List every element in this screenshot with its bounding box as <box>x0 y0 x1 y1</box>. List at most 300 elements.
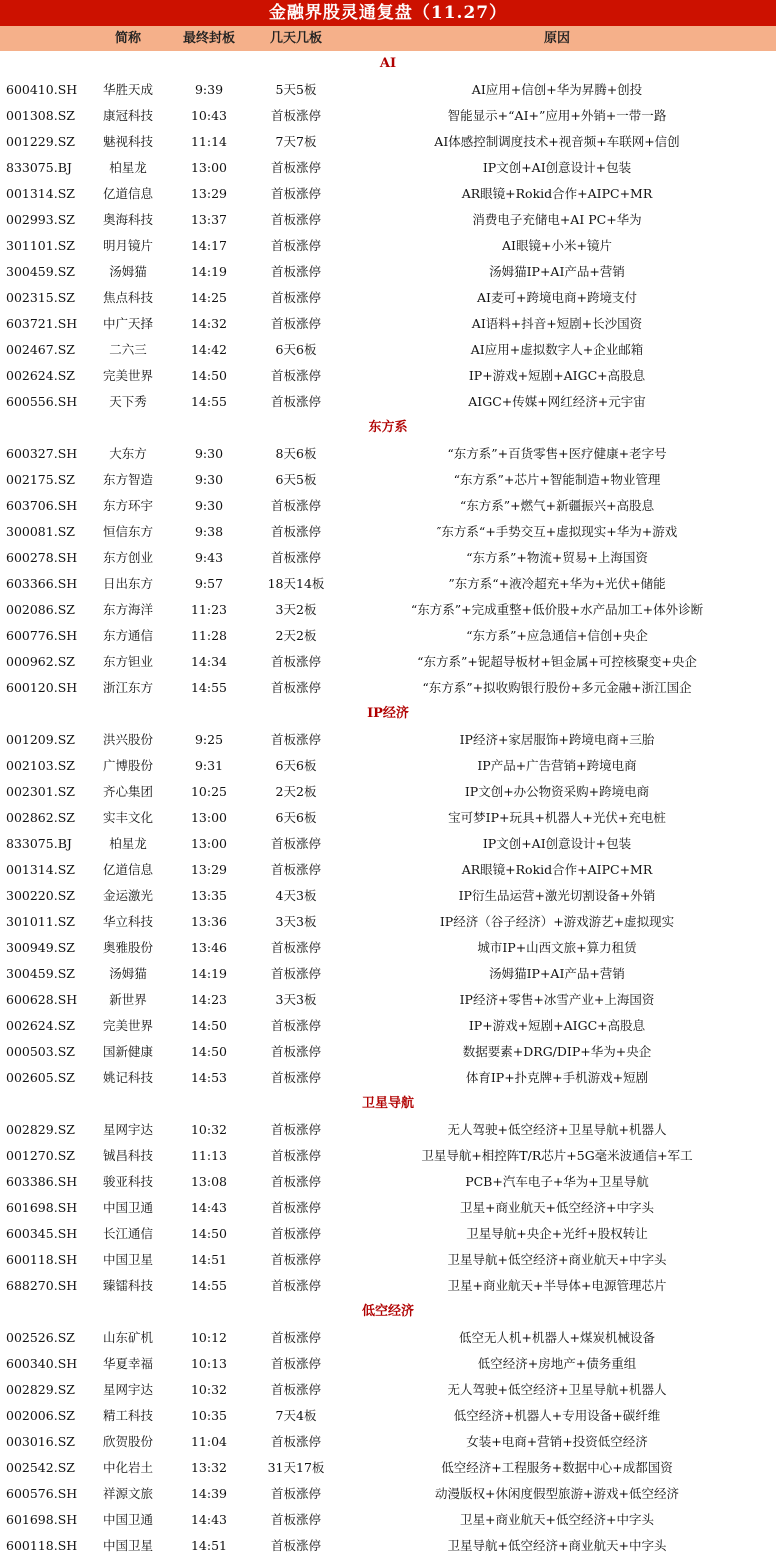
stock-name: 国新健康 <box>102 1044 153 1059</box>
reason: IP产品+广告营销+跨境电商 <box>477 758 637 773</box>
board-count: 首板涨停 <box>270 1538 321 1553</box>
stock-name: 日出东方 <box>102 576 153 591</box>
stock-name: 东方智造 <box>102 472 153 487</box>
table-row <box>0 805 776 831</box>
board-count: 3天3板 <box>275 914 317 929</box>
stock-name: 山东矿机 <box>102 1330 153 1345</box>
reason: ″东方系“+手势交互+虚拟现实+华为+游戏 <box>436 524 678 539</box>
stock-name: 亿道信息 <box>102 862 153 877</box>
reason: IP经济+家居服饰+跨境电商+三胎 <box>459 732 655 747</box>
board-count: 首板涨停 <box>270 966 321 981</box>
reason: 卫星导航+相控阵T/R芯片+5G毫米波通信+军工 <box>421 1148 693 1163</box>
table-row <box>0 337 776 363</box>
stock-code: 002467.SZ <box>6 342 75 357</box>
board-count: 首板涨停 <box>270 732 321 747</box>
stock-code: 600327.SH <box>6 446 78 461</box>
reason: “东方系”+完成重整+低价股+水产品加工+体外诊断 <box>410 602 704 617</box>
stock-name: 精工科技 <box>102 1408 153 1423</box>
reason: AI体感控制调度技术+视音频+车联网+信创 <box>434 134 680 149</box>
header-limit-time: 最终封板 <box>182 31 235 46</box>
board-count: 7天4板 <box>275 1408 317 1423</box>
stock-name: 实丰文化 <box>102 810 153 825</box>
board-count: 首板涨停 <box>270 212 321 227</box>
stock-code: 002103.SZ <box>6 758 75 773</box>
limit-time: 11:04 <box>190 1434 228 1449</box>
reason: IP文创+AI创意设计+包装 <box>482 160 632 175</box>
limit-time: 13:29 <box>190 862 228 877</box>
stock-name: 明月镜片 <box>102 238 153 253</box>
stock-name: 东方环宇 <box>102 498 153 513</box>
header-name: 简称 <box>114 31 141 46</box>
table-row <box>0 1169 776 1195</box>
table-row <box>0 285 776 311</box>
reason: “东方系”+燃气+新疆振兴+高股息 <box>459 498 655 513</box>
table-row <box>0 1481 776 1507</box>
reason: 低空经济+机器人+专用设备+碳纤维 <box>453 1408 661 1423</box>
reason: 卫星导航+低空经济+商业航天+中字头 <box>447 1252 667 1267</box>
limit-time: 14:34 <box>190 654 228 669</box>
stock-code: 600278.SH <box>6 550 78 565</box>
stock-name: 广博股份 <box>102 758 153 773</box>
board-count: 首板涨停 <box>270 1070 321 1085</box>
reason: IP文创+AI创意设计+包装 <box>482 836 632 851</box>
limit-time: 9:43 <box>194 550 224 565</box>
reason: AR眼镜+Rokid合作+AIPC+MR <box>461 186 653 201</box>
reason: 城市IP+山西文旅+算力租赁 <box>477 940 637 955</box>
board-count: 6天5板 <box>275 472 317 487</box>
stock-name: 汤姆猫 <box>109 966 147 981</box>
section-header: IP经济 <box>367 706 409 721</box>
board-count: 4天3板 <box>275 888 317 903</box>
reason: AI应用+信创+华为昇腾+创投 <box>471 82 643 97</box>
stock-name: 中化岩土 <box>102 1460 153 1475</box>
section-header: 卫星导航 <box>361 1096 414 1111</box>
stock-code: 002175.SZ <box>6 472 75 487</box>
limit-time: 9:30 <box>194 446 224 461</box>
board-count: 6天6板 <box>275 810 317 825</box>
reason: AI麦可+跨境电商+跨境支付 <box>477 290 637 305</box>
stock-code: 688270.SH <box>6 1278 78 1293</box>
stock-name: 完美世界 <box>102 1018 153 1033</box>
stock-code: 002993.SZ <box>6 212 75 227</box>
limit-time: 13:32 <box>190 1460 228 1475</box>
table-row <box>0 181 776 207</box>
board-count: 首板涨停 <box>270 1512 321 1527</box>
limit-time: 14:25 <box>190 290 228 305</box>
table-row <box>0 545 776 571</box>
stock-code: 001209.SZ <box>6 732 75 747</box>
stock-name: 奥海科技 <box>102 212 153 227</box>
table-row <box>0 1013 776 1039</box>
stock-name: 东方海洋 <box>102 602 153 617</box>
stock-code: 300459.SZ <box>6 966 75 981</box>
stock-name: 二六三 <box>109 342 147 357</box>
stock-code: 600628.SH <box>6 992 78 1007</box>
stock-name: 康冠科技 <box>102 108 153 123</box>
board-count: 6天6板 <box>275 342 317 357</box>
reason: “东方系”+百货零售+医疗健康+老字号 <box>447 446 667 461</box>
reason: 卫星+商业航天+低空经济+中字头 <box>460 1512 654 1527</box>
limit-time: 13:00 <box>190 836 228 851</box>
board-count: 首板涨停 <box>270 1356 321 1371</box>
board-count: 首板涨停 <box>270 394 321 409</box>
stock-name: 奥雅股份 <box>102 940 153 955</box>
table-row <box>0 831 776 857</box>
board-count: 首板涨停 <box>270 1018 321 1033</box>
limit-time: 13:29 <box>190 186 228 201</box>
limit-time: 14:39 <box>190 1486 228 1501</box>
board-count: 首板涨停 <box>270 1486 321 1501</box>
limit-time: 10:43 <box>190 108 228 123</box>
limit-time: 9:57 <box>194 576 224 591</box>
limit-time: 9:30 <box>194 498 224 513</box>
stock-code: 002624.SZ <box>6 368 75 383</box>
reason: 卫星导航+央企+光纤+股权转让 <box>466 1226 648 1241</box>
stock-name: 星网宇达 <box>102 1382 153 1397</box>
table-row <box>0 363 776 389</box>
stock-name: 柏星龙 <box>109 160 147 175</box>
board-count: 首板涨停 <box>270 1252 321 1267</box>
stock-name: 东方钽业 <box>102 654 153 669</box>
reason: PCB+汽车电子+华为+卫星导航 <box>465 1174 649 1189</box>
table-row <box>0 259 776 285</box>
table-row <box>0 493 776 519</box>
reason: IP经济（谷子经济）+游戏游艺+虚拟现实 <box>439 914 675 929</box>
board-count: 首板涨停 <box>270 238 321 253</box>
limit-time: 14:19 <box>190 966 228 981</box>
stock-code: 000962.SZ <box>6 654 75 669</box>
stock-name: 中国卫通 <box>102 1200 153 1215</box>
board-count: 2天2板 <box>275 784 317 799</box>
table-row <box>0 1221 776 1247</box>
table-row <box>0 623 776 649</box>
stock-name: 柏星龙 <box>109 836 147 851</box>
reason: 无人驾驶+低空经济+卫星导航+机器人 <box>447 1122 667 1137</box>
board-count: 首板涨停 <box>270 1122 321 1137</box>
table-row <box>0 77 776 103</box>
reason: 宝可梦IP+玩具+机器人+光伏+充电桩 <box>448 810 666 825</box>
stock-name: 东方通信 <box>102 628 153 643</box>
limit-time: 13:46 <box>190 940 228 955</box>
stock-name: 浙江东方 <box>102 680 153 695</box>
limit-time: 10:32 <box>190 1122 228 1137</box>
limit-time: 11:14 <box>190 134 228 149</box>
table-header <box>0 26 776 51</box>
reason: AI眼镜+小米+镜片 <box>502 238 612 253</box>
stock-code: 600118.SH <box>6 1538 78 1553</box>
table-row <box>0 753 776 779</box>
board-count: 首板涨停 <box>270 1044 321 1059</box>
limit-time: 13:35 <box>190 888 228 903</box>
board-count: 6天6板 <box>275 758 317 773</box>
reason: 动漫版权+休闲度假型旅游+游戏+低空经济 <box>435 1486 679 1501</box>
limit-time: 9:25 <box>194 732 224 747</box>
stock-name: 姚记科技 <box>102 1070 153 1085</box>
reason: “东方系”+拟收购银行股份+多元金融+浙江国企 <box>422 680 692 695</box>
stock-code: 603706.SH <box>6 498 78 513</box>
board-count: 首板涨停 <box>270 368 321 383</box>
stock-code: 600410.SH <box>6 82 78 97</box>
reason: ”东方系“+液冷超充+华为+光伏+储能 <box>448 576 666 591</box>
table-row <box>0 727 776 753</box>
table-row <box>0 909 776 935</box>
board-count: 首板涨停 <box>270 186 321 201</box>
stock-code: 301101.SZ <box>6 238 75 253</box>
board-count: 首板涨停 <box>270 108 321 123</box>
board-count: 首板涨停 <box>270 1148 321 1163</box>
stock-code: 002006.SZ <box>6 1408 75 1423</box>
limit-time: 14:55 <box>190 394 228 409</box>
table-row <box>0 1195 776 1221</box>
table-row <box>0 207 776 233</box>
table-row <box>0 1325 776 1351</box>
stock-name: 华胜天成 <box>102 82 153 97</box>
table-row <box>0 1377 776 1403</box>
limit-time: 10:35 <box>190 1408 228 1423</box>
stock-name: 新世界 <box>109 992 147 1007</box>
reason: 智能显示+“AI+”应用+外销+一带一路 <box>447 108 667 123</box>
table-row <box>0 155 776 181</box>
table-row <box>0 1351 776 1377</box>
table-row <box>0 961 776 987</box>
stock-name: 中国卫星 <box>102 1252 153 1267</box>
board-count: 8天6板 <box>275 446 317 461</box>
limit-time: 10:13 <box>190 1356 228 1371</box>
limit-time: 9:31 <box>194 758 224 773</box>
limit-time: 14:50 <box>190 368 228 383</box>
board-count: 首板涨停 <box>270 160 321 175</box>
board-count: 首板涨停 <box>270 1174 321 1189</box>
section-header: AI <box>379 56 397 71</box>
table-row <box>0 1403 776 1429</box>
stock-name: 中广天择 <box>102 316 153 331</box>
stock-code: 002605.SZ <box>6 1070 75 1085</box>
stock-code: 600120.SH <box>6 680 78 695</box>
limit-time: 13:00 <box>190 810 228 825</box>
reason: “东方系”+物流+贸易+上海国资 <box>466 550 648 565</box>
stock-code: 600576.SH <box>6 1486 78 1501</box>
reason: IP衍生品运营+激光切割设备+外销 <box>458 888 656 903</box>
board-count: 首板涨停 <box>270 1226 321 1241</box>
board-count: 18天14板 <box>267 576 325 591</box>
limit-time: 10:32 <box>190 1382 228 1397</box>
board-count: 首板涨停 <box>270 264 321 279</box>
header-code <box>0 26 92 51</box>
stock-name: 汤姆猫 <box>109 264 147 279</box>
board-count: 首板涨停 <box>270 1200 321 1215</box>
table-row <box>0 935 776 961</box>
table-row <box>0 1065 776 1091</box>
board-count: 5天5板 <box>275 82 317 97</box>
limit-time: 14:50 <box>190 1044 228 1059</box>
stock-name: 欣贺股份 <box>102 1434 153 1449</box>
reason: “东方系”+应急通信+信创+央企 <box>466 628 648 643</box>
stock-name: 洪兴股份 <box>102 732 153 747</box>
stock-code: 002526.SZ <box>6 1330 75 1345</box>
table-row <box>0 987 776 1013</box>
reason: 女装+电商+营销+投资低空经济 <box>466 1434 648 1449</box>
board-count: 7天7板 <box>275 134 317 149</box>
stock-code: 002862.SZ <box>6 810 75 825</box>
stock-code: 600556.SH <box>6 394 78 409</box>
table-row <box>0 571 776 597</box>
stock-code: 600118.SH <box>6 1252 78 1267</box>
stock-code: 001229.SZ <box>6 134 75 149</box>
stock-name: 铖昌科技 <box>102 1148 153 1163</box>
board-count: 首板涨停 <box>270 940 321 955</box>
reason: AI应用+虚拟数字人+企业邮箱 <box>470 342 644 357</box>
reason: 数据要素+DRG/DIP+华为+央企 <box>462 1044 652 1059</box>
stock-name: 星网宇达 <box>102 1122 153 1137</box>
reason: IP经济+零售+冰雪产业+上海国资 <box>459 992 655 1007</box>
limit-time: 11:13 <box>190 1148 228 1163</box>
stock-name: 华立科技 <box>102 914 153 929</box>
board-count: 首板涨停 <box>270 1278 321 1293</box>
table-row <box>0 597 776 623</box>
table-row <box>0 883 776 909</box>
stock-name: 长江通信 <box>102 1226 153 1241</box>
limit-time: 14:23 <box>190 992 228 1007</box>
limit-time: 10:25 <box>190 784 228 799</box>
stock-code: 600345.SH <box>6 1226 78 1241</box>
stock-name: 祥源文旅 <box>102 1486 153 1501</box>
stock-name: 金运激光 <box>102 888 153 903</box>
board-count: 首板涨停 <box>270 862 321 877</box>
section-header: 东方系 <box>368 420 408 435</box>
stock-name: 大东方 <box>109 446 147 461</box>
section-header: 低空经济 <box>361 1304 414 1319</box>
board-count: 首板涨停 <box>270 550 321 565</box>
board-count: 首板涨停 <box>270 836 321 851</box>
reason: “东方系”+铌超导板材+钽金属+可控核聚变+央企 <box>417 654 697 669</box>
limit-time: 14:53 <box>190 1070 228 1085</box>
stock-code: 000503.SZ <box>6 1044 75 1059</box>
stock-code: 002542.SZ <box>6 1460 75 1475</box>
table-row <box>0 857 776 883</box>
page-title: 金融界股灵通复盘（11.27） <box>0 0 776 26</box>
table-row <box>0 779 776 805</box>
stock-name: 天下秀 <box>109 394 147 409</box>
stock-code: 300220.SZ <box>6 888 75 903</box>
stock-code: 002624.SZ <box>6 1018 75 1033</box>
stock-code: 603721.SH <box>6 316 78 331</box>
stock-code: 002301.SZ <box>6 784 75 799</box>
board-count: 31天17板 <box>267 1460 325 1475</box>
board-count: 首板涨停 <box>270 1330 321 1345</box>
stock-code: 603386.SH <box>6 1174 78 1189</box>
stock-code: 603366.SH <box>6 576 78 591</box>
table-row <box>0 1117 776 1143</box>
table-row <box>0 1039 776 1065</box>
table-row <box>0 311 776 337</box>
stock-code: 300949.SZ <box>6 940 75 955</box>
table-row <box>0 519 776 545</box>
stock-code: 300459.SZ <box>6 264 75 279</box>
reason: 卫星+商业航天+半导体+电源管理芯片 <box>447 1278 667 1293</box>
stock-code: 601698.SH <box>6 1512 78 1527</box>
limit-time: 14:17 <box>190 238 228 253</box>
board-count: 首板涨停 <box>270 1434 321 1449</box>
limit-time: 14:43 <box>190 1512 228 1527</box>
limit-time: 14:55 <box>190 680 228 695</box>
table-row <box>0 1533 776 1559</box>
stock-code: 833075.BJ <box>6 160 72 175</box>
reason: 体育IP+扑克牌+手机游戏+短剧 <box>465 1070 649 1085</box>
board-count: 首板涨停 <box>270 524 321 539</box>
board-count: 首板涨停 <box>270 680 321 695</box>
limit-time: 13:00 <box>190 160 228 175</box>
limit-time: 14:43 <box>190 1200 228 1215</box>
reason: 汤姆猫IP+AI产品+营销 <box>489 264 625 279</box>
stock-code: 002829.SZ <box>6 1122 75 1137</box>
stock-code: 001270.SZ <box>6 1148 75 1163</box>
limit-time: 14:55 <box>190 1278 228 1293</box>
header-boards: 几天几板 <box>269 31 322 46</box>
table-row <box>0 1507 776 1533</box>
reason: AI语料+抖音+短剧+长沙国资 <box>471 316 643 331</box>
stock-code: 003016.SZ <box>6 1434 75 1449</box>
reason: 汤姆猫IP+AI产品+营销 <box>489 966 625 981</box>
stock-code: 833075.BJ <box>6 836 72 851</box>
table-row <box>0 233 776 259</box>
stock-name: 华夏幸福 <box>102 1356 153 1371</box>
reason: 低空经济+工程服务+数据中心+成都国资 <box>441 1460 673 1475</box>
stock-name: 焦点科技 <box>102 290 153 305</box>
stock-name: 齐心集团 <box>102 784 153 799</box>
limit-time: 10:12 <box>190 1330 228 1345</box>
stock-code: 600776.SH <box>6 628 78 643</box>
reason: 低空无人机+机器人+煤炭机械设备 <box>459 1330 655 1345</box>
table-body <box>0 51 776 1559</box>
reason: IP+游戏+短剧+AIGC+高股息 <box>468 368 646 383</box>
limit-time: 14:50 <box>190 1018 228 1033</box>
stock-name: 魅视科技 <box>102 134 153 149</box>
table-row <box>0 129 776 155</box>
board-count: 首板涨停 <box>270 290 321 305</box>
reason: 卫星+商业航天+低空经济+中字头 <box>460 1200 654 1215</box>
stock-name: 中国卫星 <box>102 1538 153 1553</box>
limit-time: 14:50 <box>190 1226 228 1241</box>
limit-time: 13:37 <box>190 212 228 227</box>
limit-time: 9:39 <box>194 82 224 97</box>
board-count: 首板涨停 <box>270 654 321 669</box>
stock-name: 恒信东方 <box>102 524 153 539</box>
stock-name: 东方创业 <box>102 550 153 565</box>
reason: 无人驾驶+低空经济+卫星导航+机器人 <box>447 1382 667 1397</box>
board-count: 首板涨停 <box>270 498 321 513</box>
limit-time: 14:32 <box>190 316 228 331</box>
stock-name: 完美世界 <box>102 368 153 383</box>
stock-code: 300081.SZ <box>6 524 75 539</box>
table-row <box>0 467 776 493</box>
limit-time: 9:30 <box>194 472 224 487</box>
stock-code: 001314.SZ <box>6 862 75 877</box>
limit-time: 14:42 <box>190 342 228 357</box>
stock-name: 臻镭科技 <box>102 1278 153 1293</box>
reason: “东方系”+芯片+智能制造+物业管理 <box>453 472 661 487</box>
reason: 卫星导航+低空经济+商业航天+中字头 <box>447 1538 667 1553</box>
stock-code: 601698.SH <box>6 1200 78 1215</box>
stock-name: 亿道信息 <box>102 186 153 201</box>
limit-time: 13:08 <box>190 1174 228 1189</box>
table-row <box>0 675 776 701</box>
limit-time: 11:28 <box>190 628 228 643</box>
table-row <box>0 1455 776 1481</box>
table-row <box>0 1273 776 1299</box>
stock-code: 301011.SZ <box>6 914 75 929</box>
stock-name: 中国卫通 <box>102 1512 153 1527</box>
stock-code: 002829.SZ <box>6 1382 75 1397</box>
